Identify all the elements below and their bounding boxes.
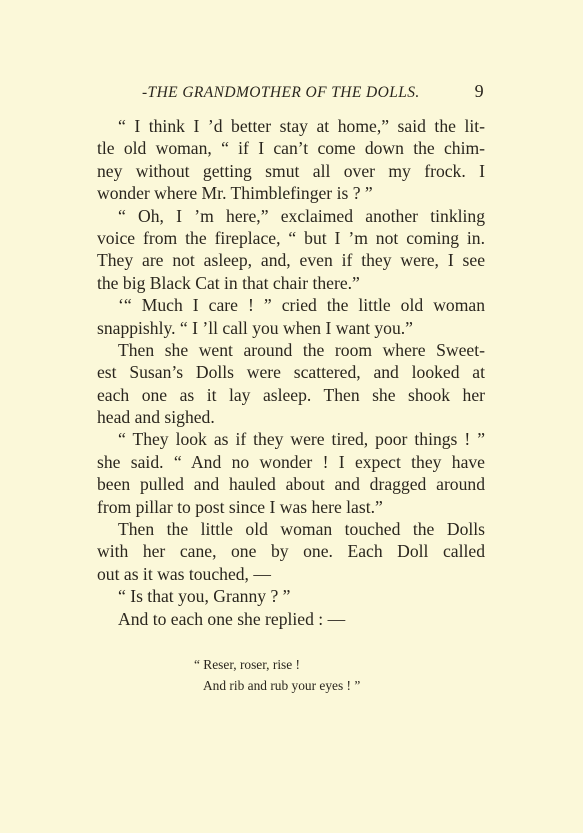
text-line: “ They look as if they were tired, poor things ! ” — [118, 429, 485, 450]
text-line: Then she went around the room where Sweet- — [118, 339, 485, 360]
verse-line: And rib and rub your eyes ! ” — [203, 678, 361, 693]
page-number: 9 — [474, 81, 484, 101]
text-line: with her cane, one by one. Each Doll called — [97, 541, 485, 562]
text-line: voice from the fireplace, “ but I ’m not coming in. — [97, 227, 485, 248]
running-title: -THE GRANDMOTHER OF THE DOLLS. — [142, 84, 420, 101]
body-text — [97, 115, 485, 630]
text-line: head and sighed. — [97, 407, 215, 428]
text-line: est Susan’s Dolls were scattered, and looked at — [97, 362, 485, 383]
text-line: the big Black Cat in that chair there.” — [97, 272, 360, 293]
text-line: she said. “ And no wonder ! I expect they have — [97, 451, 485, 472]
text-line: And to each one she replied : — — [118, 608, 346, 629]
verse-line: “ Reser, roser, rise ! — [194, 657, 301, 672]
text-line: from pillar to post since I was here last.” — [97, 496, 383, 517]
text-line: snappishly. “ I ’ll call you when I want you.” — [97, 317, 413, 338]
text-line: tle old woman, “ if I can’t come down the chim- — [97, 138, 485, 159]
verse — [194, 654, 360, 696]
text-line: They are not asleep, and, even if they were, I see — [97, 250, 485, 271]
text-line: ‘“ Much I care ! ” cried the little old woman — [118, 295, 485, 316]
text-line: “ Oh, I ’m here,” exclaimed another tinkling — [118, 205, 485, 226]
text-line: out as it was touched, — — [97, 563, 271, 584]
text-line: Then the little old woman touched the Dolls — [118, 519, 485, 540]
text-line: “ Is that you, Granny ? ” — [118, 586, 291, 607]
text-line: ney without getting smut all over my frock. I — [97, 160, 485, 181]
text-line: each one as it lay asleep. Then she shook her — [97, 384, 485, 405]
text-line: wonder where Mr. Thimblefinger is ? ” — [97, 183, 373, 204]
text-line: been pulled and hauled about and dragged around — [97, 474, 485, 495]
text-line: “ I think I ’d better stay at home,” said the lit- — [118, 116, 485, 136]
running-head — [96, 81, 484, 106]
